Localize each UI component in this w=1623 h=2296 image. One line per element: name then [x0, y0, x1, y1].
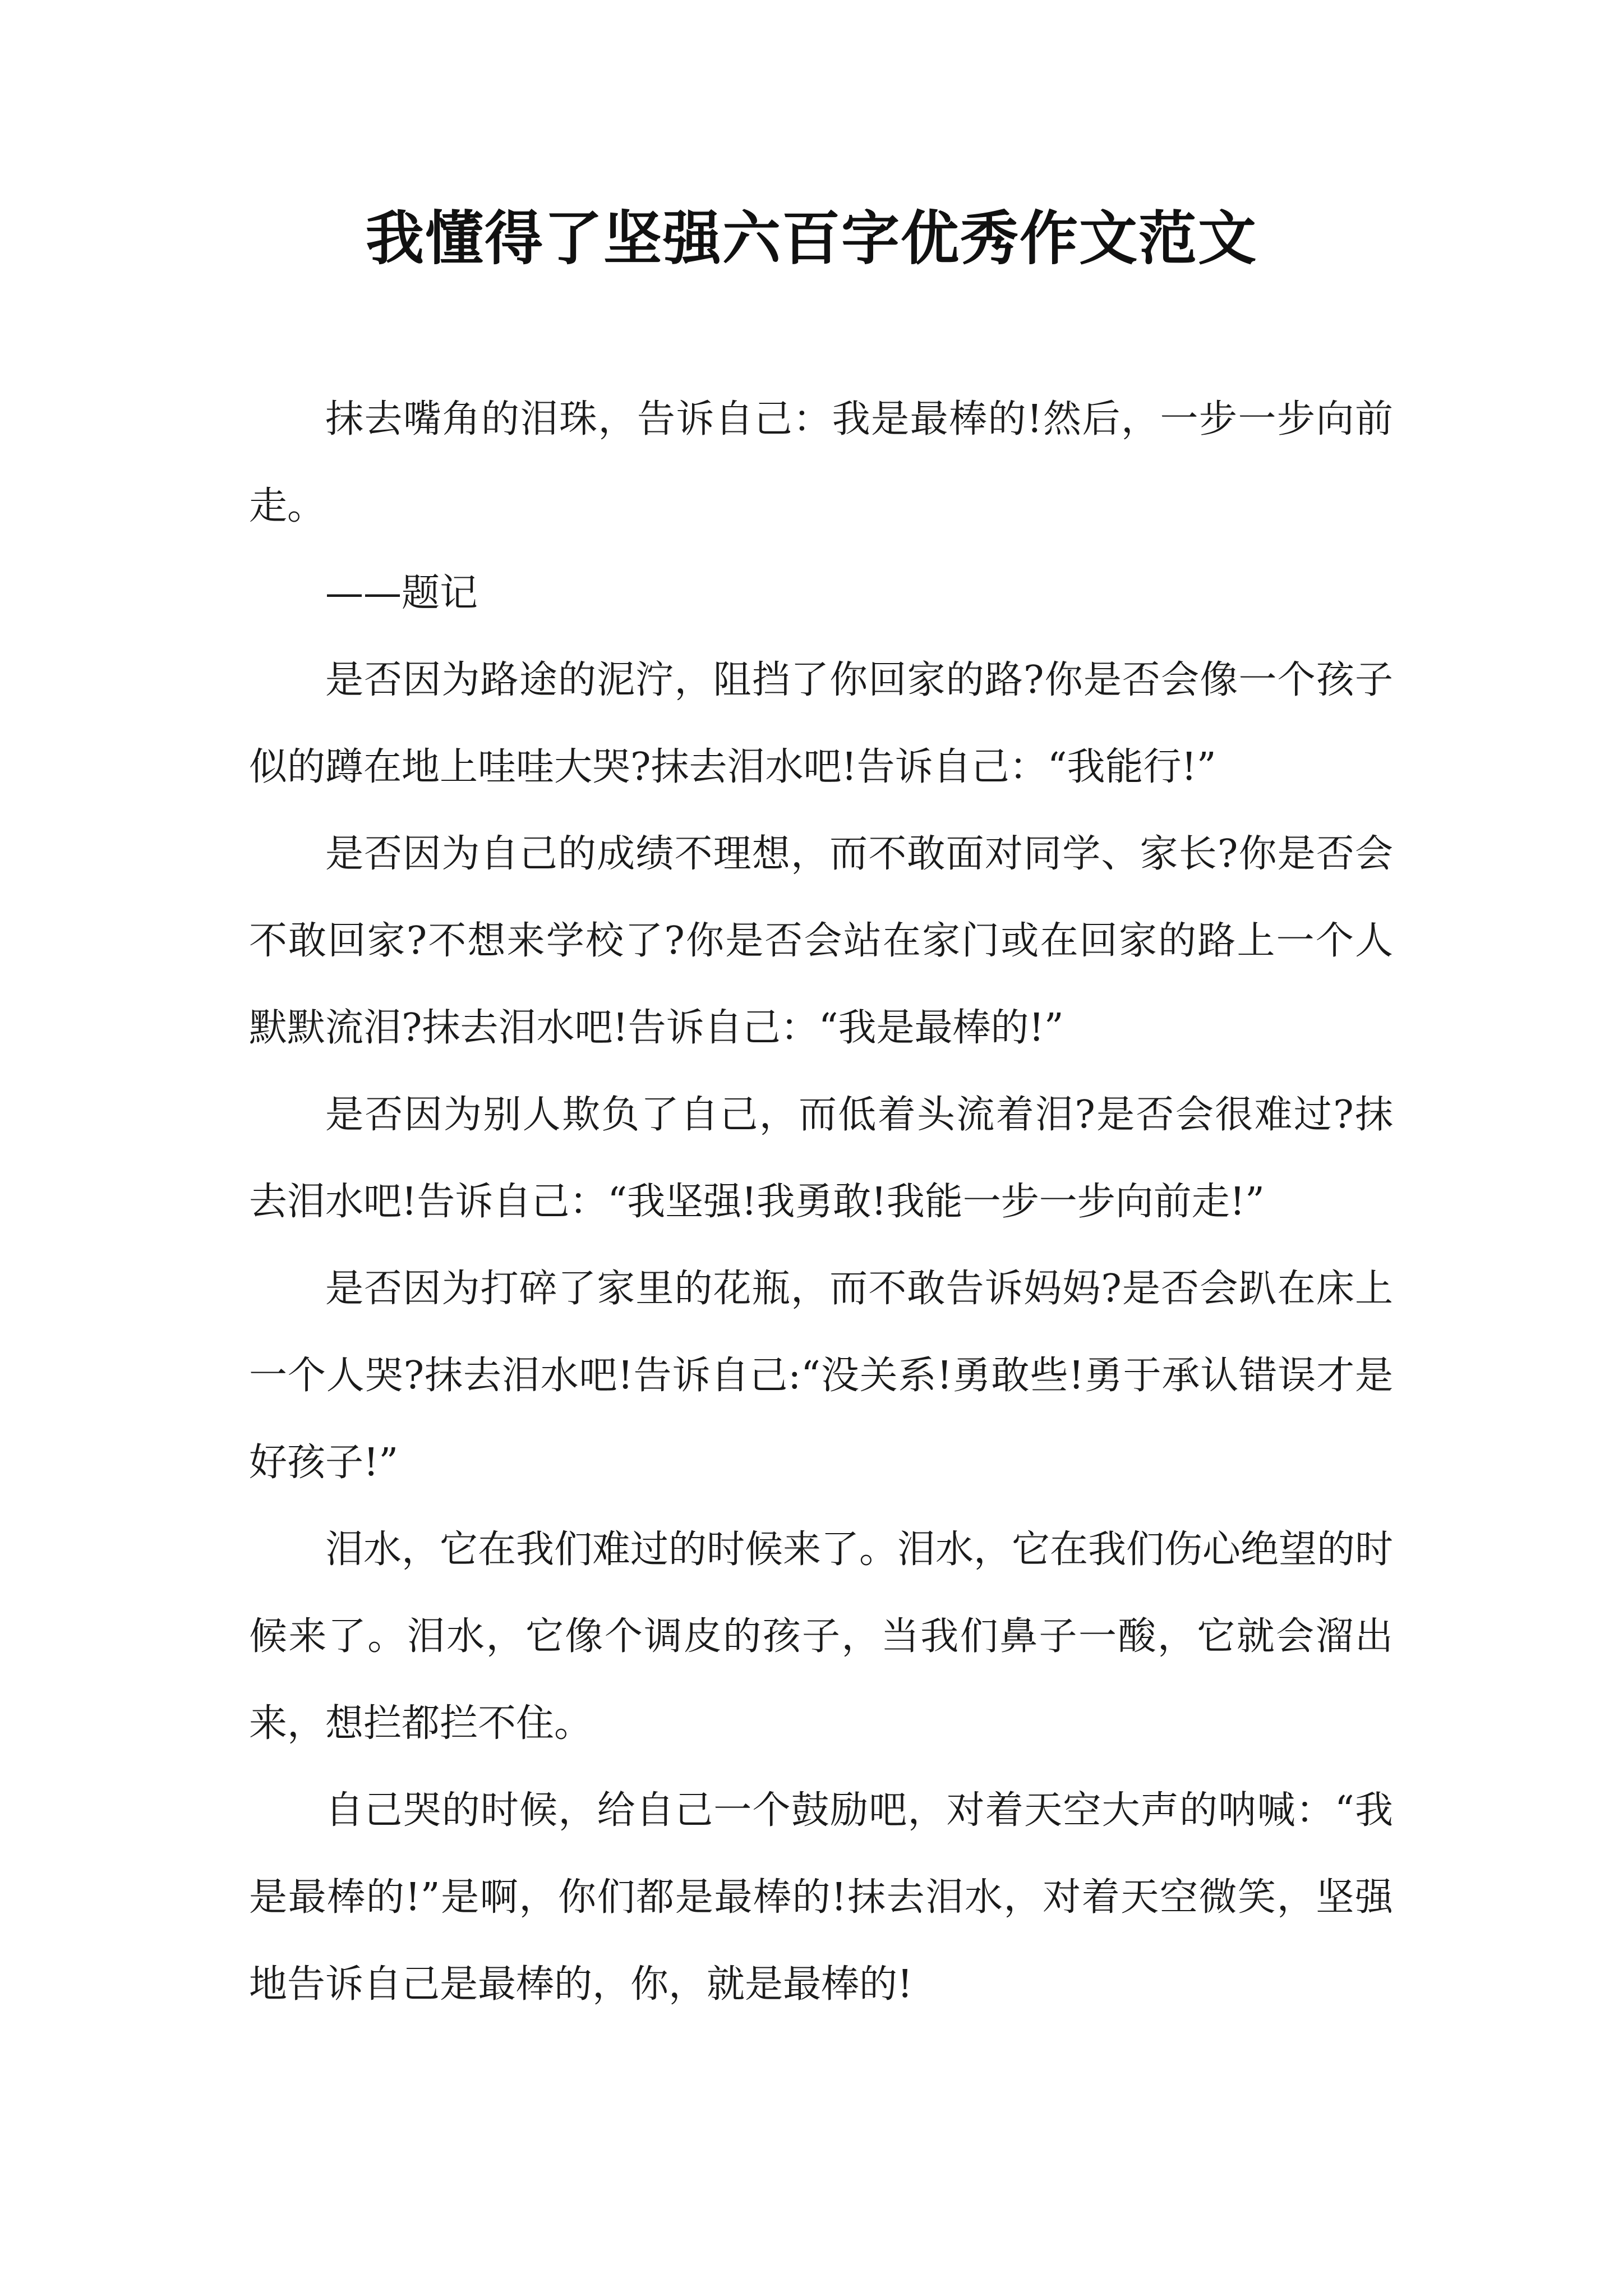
document-title: 我懂得了坚强六百字优秀作文范文 — [365, 204, 1257, 273]
paragraph-broken-vase: 是否因为打碎了家里的花瓶，而不敢告诉妈妈?是否会趴在床上一个人哭?抹去泪水吧!告诉自己:“没关系!勇敢些!勇于承认错误才是好孩子!” — [249, 1267, 1393, 1485]
paragraph-epigraph: 抹去嘴角的泪珠，告诉自己：我是最棒的!然后，一步一步向前走。 — [249, 397, 1394, 528]
document-body — [249, 376, 1393, 2028]
paragraph-epigraph-attribution: ——题记 — [325, 571, 478, 615]
paragraph-muddy-road: 是否因为路途的泥泞，阻挡了你回家的路?你是否会像一个孩子似的蹲在地上哇哇大哭?抹去泪水吧!告诉自己：“我能行!” — [249, 658, 1393, 789]
paragraph-grades: 是否因为自己的成绩不理想，而不敢面对同学、家长?你是否会不敢回家?不想来学校了?你是否会站在家门或在回家的路上一个人默默流泪?抹去泪水吧!告诉自己：“我是最棒的!” — [249, 832, 1393, 1050]
paragraph-bullied: 是否因为别人欺负了自己，而低着头流着泪?是否会很难过?抹去泪水吧!告诉自己：“我坚强!我勇敢!我能一步一步向前走!” — [249, 1093, 1393, 1224]
paragraph-tears: 泪水，它在我们难过的时候来了。泪水，它在我们伤心绝望的时候来了。泪水，它像个调皮的孩子，当我们鼻子一酸，它就会溜出来，想拦都拦不住。 — [249, 1527, 1394, 1746]
paragraph-conclusion: 自己哭的时候，给自己一个鼓励吧，对着天空大声的呐喊：“我是最棒的!”是啊，你们都是最棒的!抹去泪水，对着天空微笑，坚强地告诉自己是最棒的，你，就是最棒的! — [249, 1788, 1393, 2007]
